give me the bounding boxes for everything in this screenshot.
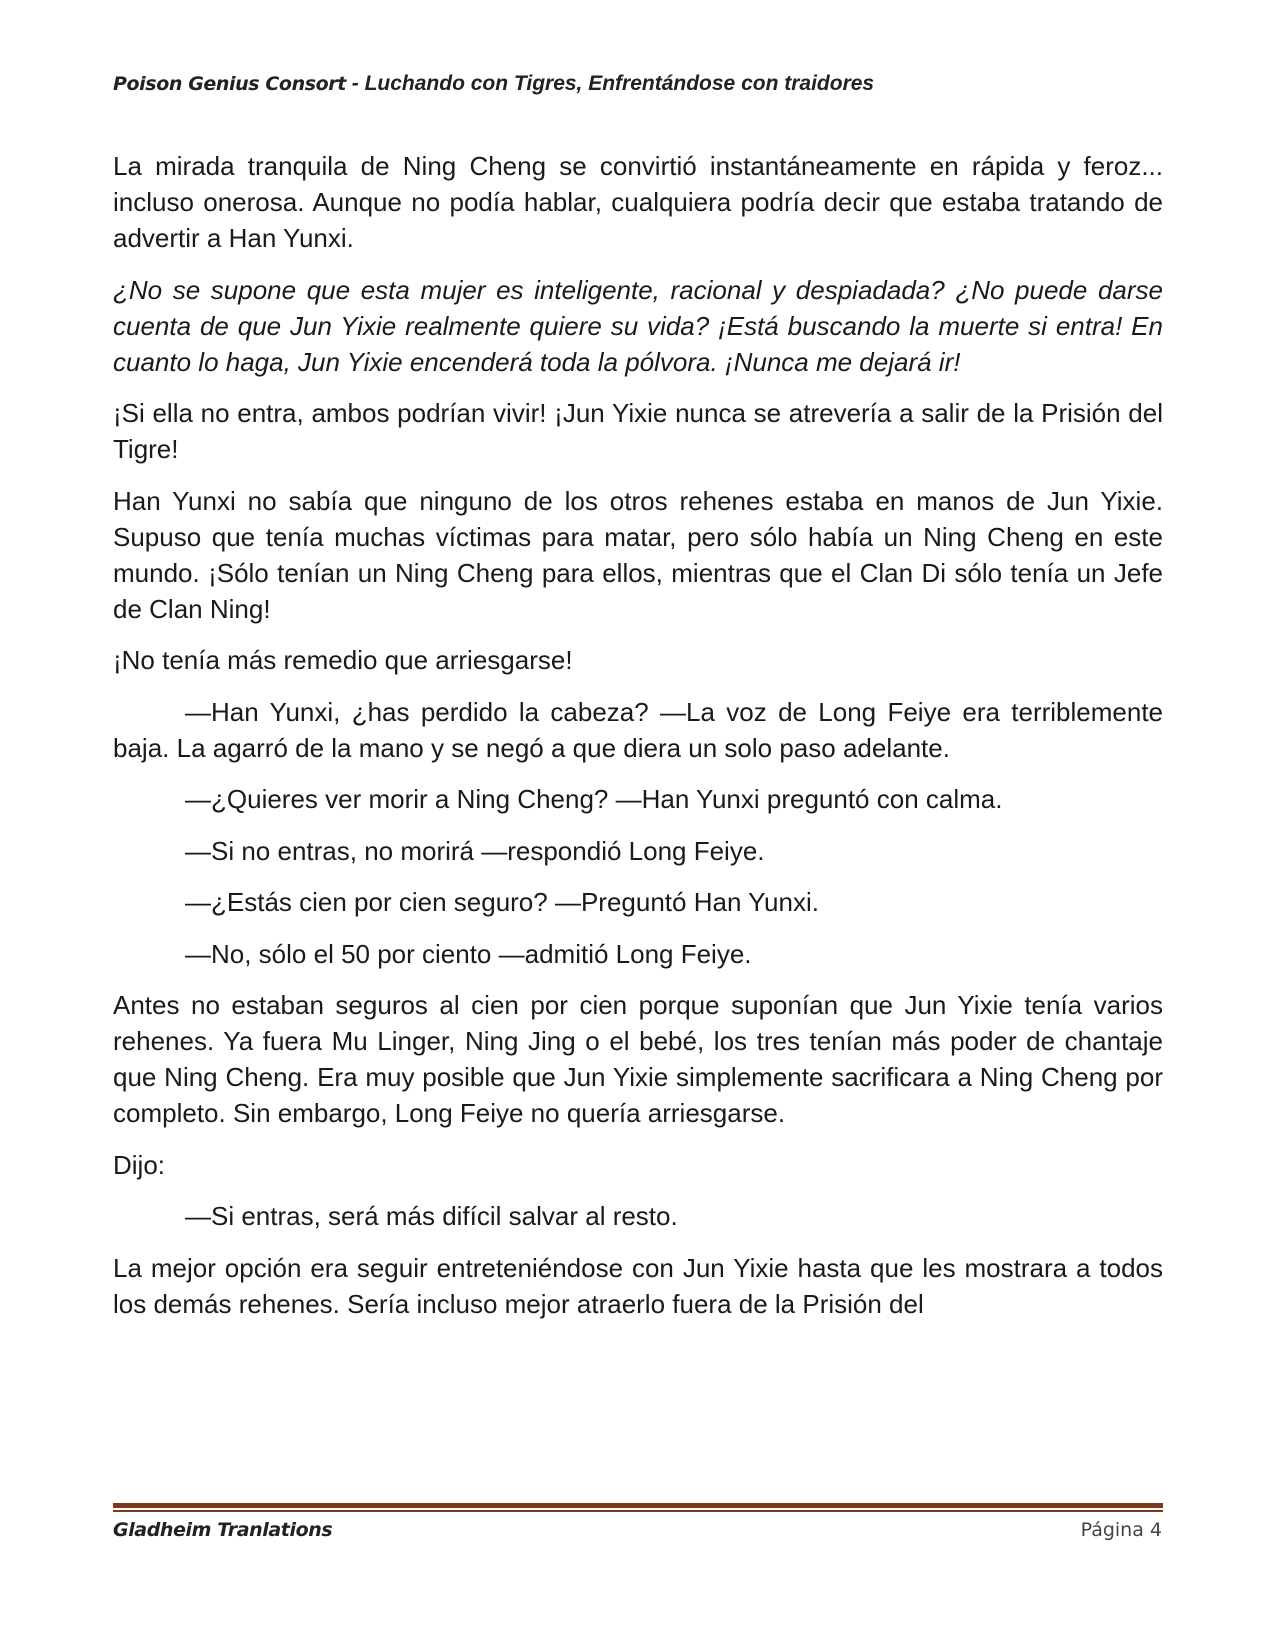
footer-rule-thin bbox=[113, 1510, 1163, 1512]
paragraph: Dijo: bbox=[113, 1149, 166, 1180]
footer-page-number: Página 4 bbox=[1080, 1519, 1162, 1541]
footer-publisher: Gladheim Tranlations bbox=[113, 1519, 333, 1541]
paragraph-dialogue: —No, sólo el 50 por ciento —admitió Long Feiye. bbox=[185, 938, 752, 969]
page-body bbox=[113, 148, 1163, 1337]
paragraph-thought: ¿No se supone que esta mujer es inteligente, racional y despiadada? ¿No puede darse cuenta de que Jun Yixie realmente quiere su vida? ¡Está buscando la muerte si entra! En cuanto lo haga, Jun Yixie encenderá toda la pólvora. ¡Nunca me dejará ir! bbox=[113, 274, 1163, 377]
paragraph-dialogue: —¿Estás cien por cien seguro? —Preguntó Han Yunxi. bbox=[185, 887, 819, 917]
paragraph: Han Yunxi no sabía que ninguno de los otros rehenes estaba en manos de Jun Yixie. Supuso que tenía muchas víctimas para matar, pero sólo había un Ning Cheng en este mundo. ¡Sólo tenían un Ning Cheng para ellos, mientras que el Clan Di sólo tenía un Jefe de Clan Ning! bbox=[113, 485, 1163, 624]
paragraph-dialogue: —¿Quieres ver morir a Ning Cheng? —Han Yunxi preguntó con calma. bbox=[185, 784, 1003, 814]
paragraph-dialogue: —Si entras, será más difícil salvar al resto. bbox=[185, 1201, 678, 1231]
paragraph-dialogue: —Si no entras, no morirá —respondió Long Feiye. bbox=[185, 835, 765, 866]
paragraph: Antes no estaban seguros al cien por cien porque suponían que Jun Yixie tenía varios rehenes. Ya fuera Mu Linger, Ning Jing o el bebé, los tres tenían más poder de chantaje que Ning Cheng. Era muy posible que Jun Yixie simplemente sacrificara a Ning Cheng por completo. Sin embargo, Long Feiye no quería arriesgarse. bbox=[113, 990, 1163, 1128]
header-separator: - bbox=[345, 72, 365, 95]
paragraph-dialogue: —Han Yunxi, ¿has perdido la cabeza? —La voz de Long Feiye era terriblemente baja. La agarró de la mano y se negó a que diera un solo paso adelante. bbox=[113, 696, 1163, 763]
paragraph: La mirada tranquila de Ning Cheng se convirtió instantáneamente en rápida y feroz... incluso onerosa. Aunque no podía hablar, cualquiera podría decir que estaba tratando de advertir a Han Yunxi. bbox=[113, 151, 1163, 253]
series-title: Poison Genius Consort bbox=[113, 73, 346, 95]
paragraph: ¡Si ella no entra, ambos podrían vivir! ¡Jun Yixie nunca se atrevería a salir de la Prisión del Tigre! bbox=[113, 398, 1163, 464]
footer-rule-thick bbox=[113, 1503, 1163, 1508]
paragraph: La mejor opción era seguir entreteniéndose con Jun Yixie hasta que les mostrara a todos los demás rehenes. Sería incluso mejor atraerlo fuera de la Prisión del bbox=[113, 1252, 1163, 1319]
paragraph: ¡No tenía más remedio que arriesgarse! bbox=[113, 645, 573, 675]
chapter-title: Luchando con Tigres, Enfrentándose con traidores bbox=[364, 72, 875, 95]
page-header bbox=[113, 72, 1163, 96]
